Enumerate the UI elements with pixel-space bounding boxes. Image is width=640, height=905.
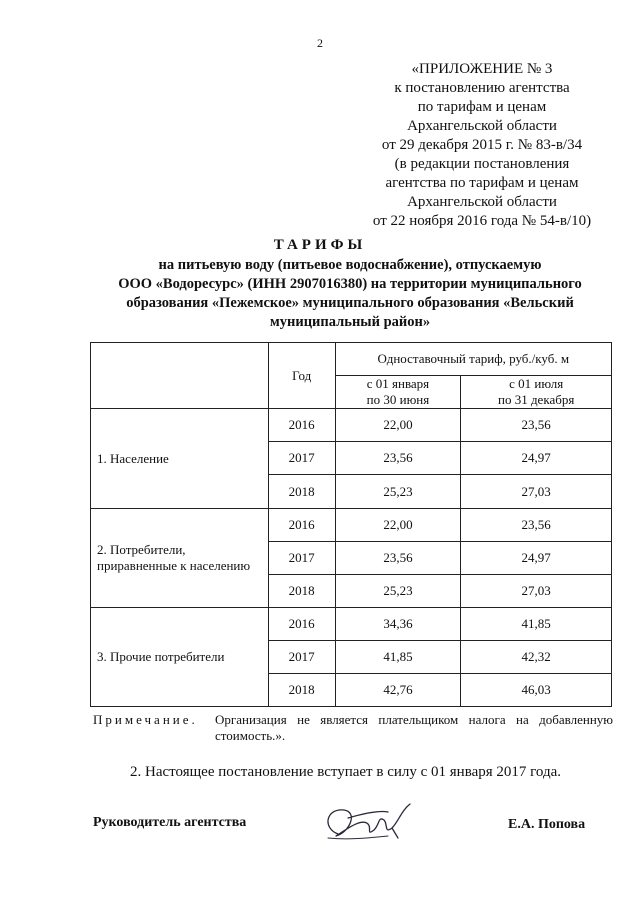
tariff-cell-h1: 25,23 xyxy=(335,575,461,608)
year-cell: 2018 xyxy=(268,475,335,509)
header-empty-cell xyxy=(91,343,269,409)
page-number: 2 xyxy=(317,36,323,50)
table-header-row xyxy=(91,343,612,376)
header-period-2-line1: с 01 июля xyxy=(509,376,564,391)
tariff-cell-h1: 23,56 xyxy=(335,542,461,575)
category-label: 1. Население xyxy=(97,450,169,466)
appendix-line: Архангельской области xyxy=(407,194,557,210)
tariff-cell-h1: 41,85 xyxy=(335,641,461,674)
appendix-line: от 29 декабря 2015 г. № 83-в/34 xyxy=(381,137,583,153)
category-label: 2. Потребители, xyxy=(97,542,186,557)
tariff-cell-h2: 23,56 xyxy=(461,509,612,542)
handwritten-signature xyxy=(318,798,418,846)
header-period-2-line2: по 31 декабря xyxy=(497,392,575,407)
header-period-1-line1: с 01 января xyxy=(366,376,430,391)
header-period-1-line2: по 30 июня xyxy=(366,392,430,407)
tariff-cell-h2: 46,03 xyxy=(461,674,612,707)
appendix-line: к постановлению агентства xyxy=(394,80,570,96)
subtitle-line: ООО «Водоресурс» (ИНН 2907016380) на территории муниципального xyxy=(118,276,582,292)
table-row xyxy=(91,409,612,442)
header-year: Год xyxy=(268,343,335,409)
tariff-cell-h2: 41,85 xyxy=(461,608,612,641)
tariff-cell-h1: 25,23 xyxy=(335,475,461,509)
year-cell: 2016 xyxy=(268,509,335,542)
category-cell xyxy=(91,409,269,509)
year-cell: 2017 xyxy=(268,442,335,475)
category-label: 3. Прочие потребители xyxy=(97,649,225,664)
year-cell: 2016 xyxy=(268,608,335,641)
year-cell: 2016 xyxy=(268,409,335,442)
document-subtitle xyxy=(85,256,615,332)
effective-date-clause: 2. Настоящее постановление вступает в силу с 01 января 2017 года. xyxy=(130,764,562,780)
year-cell: 2018 xyxy=(268,674,335,707)
table-row xyxy=(91,509,612,542)
year-cell: 2017 xyxy=(268,641,335,674)
category-cell xyxy=(91,509,269,608)
tariff-cell-h1: 22,00 xyxy=(335,509,461,542)
table-row xyxy=(91,608,612,641)
header-period-1 xyxy=(335,376,461,409)
category-cell xyxy=(91,608,269,707)
tariff-cell-h1: 23,56 xyxy=(335,442,461,475)
document-title: ТАРИФЫ xyxy=(273,237,367,253)
appendix-line: Архангельской области xyxy=(407,118,557,134)
appendix-line: от 22 ноября 2016 года № 54-в/10) xyxy=(372,213,592,229)
appendix-line: (в редакции постановления xyxy=(394,156,570,172)
category-label-continued: приравненные к населению xyxy=(97,558,251,573)
note-label: Примечание. xyxy=(93,712,198,727)
signatory-role: Руководитель агентства xyxy=(93,815,247,830)
appendix-line: «ПРИЛОЖЕНИЕ № 3 xyxy=(411,61,553,77)
note-text: Организация не является плательщиком налога на добавленную стоимость.». xyxy=(215,712,613,743)
tariff-cell-h2: 27,03 xyxy=(461,475,612,509)
appendix-line: по тарифам и ценам xyxy=(417,99,547,115)
appendix-line: агентства по тарифам и ценам xyxy=(385,175,579,191)
tariff-cell-h2: 24,97 xyxy=(461,442,612,475)
year-cell: 2017 xyxy=(268,542,335,575)
signatory-name: Е.А. Попова xyxy=(508,817,586,832)
tariff-cell-h2: 23,56 xyxy=(461,409,612,442)
tariff-cell-h2: 24,97 xyxy=(461,542,612,575)
header-tariff: Одноставочный тариф, руб./куб. м xyxy=(335,343,611,376)
tariff-cell-h1: 42,76 xyxy=(335,674,461,707)
subtitle-line: муниципальный район» xyxy=(269,314,431,330)
tariff-cell-h2: 42,32 xyxy=(461,641,612,674)
tariff-table xyxy=(90,342,612,707)
tariff-cell-h1: 22,00 xyxy=(335,409,461,442)
tariff-cell-h2: 27,03 xyxy=(461,575,612,608)
header-period-2 xyxy=(461,376,612,409)
appendix-header xyxy=(352,60,612,231)
subtitle-line: на питьевую воду (питьевое водоснабжение), отпускаемую xyxy=(158,257,542,273)
tariff-cell-h1: 34,36 xyxy=(335,608,461,641)
subtitle-line: образования «Пежемское» муниципального образования «Вельский xyxy=(126,295,574,311)
year-cell: 2018 xyxy=(268,575,335,608)
